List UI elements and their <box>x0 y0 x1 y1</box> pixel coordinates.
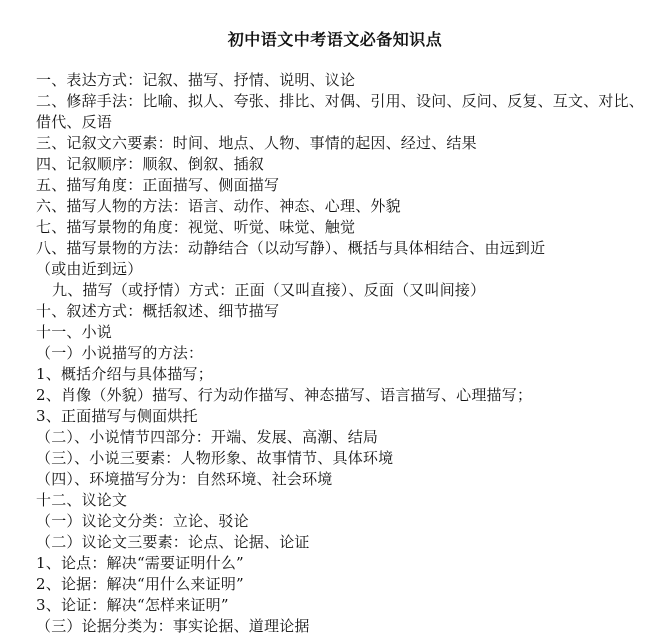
text-line: （一）小说描写的方法： <box>36 344 204 362</box>
text-line: 借代、反语 <box>36 113 113 131</box>
text-line: （一）议论文分类：立论、驳论 <box>36 512 249 530</box>
text-line: 2、论据：解决“用什么来证明” <box>36 575 244 593</box>
text-line: 3、论证：解决“怎样来证明” <box>36 596 229 614</box>
text-line: （三）论据分类为：事实论据、道理论据 <box>36 617 310 635</box>
text-line: 五、描写角度：正面描写、侧面描写 <box>36 176 280 194</box>
text-line: 十一、小说 <box>36 323 113 341</box>
text-line: 九、描写（或抒情）方式：正面（又叫直接）、反面（又叫间接） <box>52 281 486 299</box>
document-title: 初中语文中考语文必备知识点 <box>227 30 443 49</box>
text-line: 十、叙述方式：概括叙述、细节描写 <box>36 302 280 320</box>
text-line: （三）、小说三要素：人物形象、故事情节、具体环境 <box>36 449 394 467</box>
text-line: 3、正面描写与侧面烘托 <box>36 407 198 425</box>
text-line: 一、表达方式：记叙、描写、抒情、说明、议论 <box>36 71 356 89</box>
text-line: 1、概括介绍与具体描写； <box>36 365 213 383</box>
text-line: （二）、小说情节四部分：开端、发展、高潮、结局 <box>36 428 379 446</box>
text-line: 1、论点：解决“需要证明什么” <box>36 554 244 572</box>
text-line: 二、修辞手法：比喻、拟人、夸张、排比、对偶、引用、设问、反问、反复、互文、对比、 <box>36 92 645 110</box>
text-line: 四、记叙顺序：顺叙、倒叙、插叙 <box>36 155 265 173</box>
text-line: 三、记叙文六要素：时间、地点、人物、事情的起因、经过、结果 <box>36 134 477 152</box>
text-line: （二）议论文三要素：论点、论据、论证 <box>36 533 310 551</box>
document-body <box>36 70 656 637</box>
text-line: 七、描写景物的角度：视觉、听觉、味觉、触觉 <box>36 218 356 236</box>
text-line: 六、描写人物的方法：语言、动作、神态、心理、外貌 <box>36 197 401 215</box>
text-line: 十二、议论文 <box>36 491 128 509</box>
text-line: 2、肖像（外貌）描写、行为动作描写、神态描写、语言描写、心理描写； <box>36 386 533 404</box>
text-line: （或由近到远） <box>36 260 143 278</box>
text-line: 八、描写景物的方法：动静结合（以动写静）、概括与具体相结合、由远到近 <box>36 239 546 257</box>
text-line: （四）、环境描写分为：自然环境、社会环境 <box>36 470 333 488</box>
